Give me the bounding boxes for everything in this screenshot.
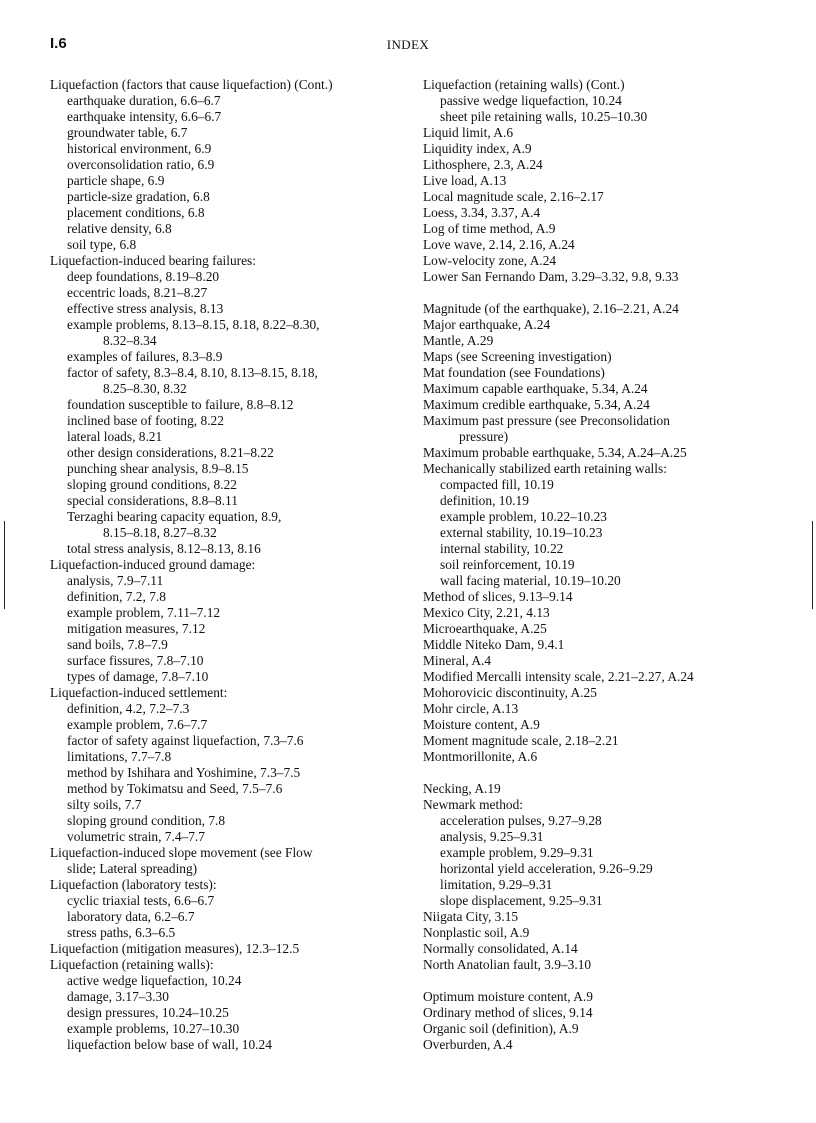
index-subentry: particle shape, 6.9 xyxy=(67,173,165,188)
index-subentry: foundation susceptible to failure, 8.8–8.12 xyxy=(67,397,294,412)
index-entry: Maps (see Screening investigation) xyxy=(423,349,612,364)
index-subentry: liquefaction below base of wall, 10.24 xyxy=(67,1037,272,1052)
index-subentry: eccentric loads, 8.21–8.27 xyxy=(67,285,208,300)
index-subentry: cyclic triaxial tests, 6.6–6.7 xyxy=(67,893,215,908)
index-entry: Mantle, A.29 xyxy=(423,333,494,348)
index-subentry: method by Ishihara and Yoshimine, 7.3–7.5 xyxy=(67,765,301,780)
index-entry: Middle Niteko Dam, 9.4.1 xyxy=(423,637,565,652)
index-entry: Moisture content, A.9 xyxy=(423,717,540,732)
index-entry: Moment magnitude scale, 2.18–2.21 xyxy=(423,733,619,748)
index-subentry: inclined base of footing, 8.22 xyxy=(67,413,224,428)
index-entry: Liquefaction (retaining walls) (Cont.) xyxy=(423,77,625,92)
index-subentry: factor of safety against liquefaction, 7.3–7.6 xyxy=(67,733,304,748)
index-entry: Liquefaction-induced settlement: xyxy=(50,685,228,700)
index-subentry: design pressures, 10.24–10.25 xyxy=(67,1005,229,1020)
index-subentry: lateral loads, 8.21 xyxy=(67,429,163,444)
index-section-gap xyxy=(423,765,803,781)
index-entry: Ordinary method of slices, 9.14 xyxy=(423,1005,593,1020)
index-subentry: earthquake duration, 6.6–6.7 xyxy=(67,93,221,108)
index-entry: Liquefaction-induced ground damage: xyxy=(50,557,256,572)
index-entry: Low-velocity zone, A.24 xyxy=(423,253,557,268)
index-subentry: analysis, 7.9–7.11 xyxy=(67,573,164,588)
index-subentry: wall facing material, 10.19–10.20 xyxy=(440,573,621,588)
index-subentry: external stability, 10.19–10.23 xyxy=(440,525,603,540)
index-subentry: example problem, 10.22–10.23 xyxy=(440,509,607,524)
index-subentry: sheet pile retaining walls, 10.25–10.30 xyxy=(440,109,648,124)
index-entry: Necking, A.19 xyxy=(423,781,501,796)
index-subentry: internal stability, 10.22 xyxy=(440,541,564,556)
index-subentry: punching shear analysis, 8.9–8.15 xyxy=(67,461,249,476)
index-subentry: soil reinforcement, 10.19 xyxy=(440,557,575,572)
index-subentry: Terzaghi bearing capacity equation, 8.9, xyxy=(67,509,282,524)
index-entry: Love wave, 2.14, 2.16, A.24 xyxy=(423,237,575,252)
index-entry: Maximum credible earthquake, 5.34, A.24 xyxy=(423,397,650,412)
index-entry: Optimum moisture content, A.9 xyxy=(423,989,593,1004)
index-subentry: definition, 10.19 xyxy=(440,493,529,508)
index-entry: Liquefaction-induced bearing failures: xyxy=(50,253,256,268)
index-subentry: types of damage, 7.8–7.10 xyxy=(67,669,209,684)
index-entry: Montmorillonite, A.6 xyxy=(423,749,538,764)
index-section-gap xyxy=(423,285,803,301)
index-subentry: method by Tokimatsu and Seed, 7.5–7.6 xyxy=(67,781,283,796)
index-subentry: particle-size gradation, 6.8 xyxy=(67,189,210,204)
page-number: I.6 xyxy=(50,35,67,52)
index-subentry: horizontal yield acceleration, 9.26–9.29 xyxy=(440,861,653,876)
index-subentry: damage, 3.17–3.30 xyxy=(67,989,169,1004)
index-entry: Microearthquake, A.25 xyxy=(423,621,547,636)
index-subentry: 8.25–8.30, 8.32 xyxy=(103,381,187,396)
index-subentry: silty soils, 7.7 xyxy=(67,797,142,812)
index-section-gap xyxy=(423,973,803,989)
index-entry: Newmark method: xyxy=(423,797,524,812)
index-entry: Mineral, A.4 xyxy=(423,653,492,668)
index-subentry: example problem, 7.6–7.7 xyxy=(67,717,208,732)
index-subentry: other design considerations, 8.21–8.22 xyxy=(67,445,274,460)
index-entry: Mohorovicic discontinuity, A.25 xyxy=(423,685,597,700)
index-entry: Liquefaction (laboratory tests): xyxy=(50,877,217,892)
index-subentry: earthquake intensity, 6.6–6.7 xyxy=(67,109,222,124)
index-subentry: sloping ground condition, 7.8 xyxy=(67,813,226,828)
index-subentry: historical environment, 6.9 xyxy=(67,141,212,156)
index-entry: Mechanically stabilized earth retaining walls: xyxy=(423,461,667,476)
index-subentry: laboratory data, 6.2–6.7 xyxy=(67,909,195,924)
index-entry: Liquefaction (mitigation measures), 12.3–12.5 xyxy=(50,941,300,956)
index-entry: Log of time method, A.9 xyxy=(423,221,556,236)
scan-edge-line-right xyxy=(812,521,813,609)
index-subentry: acceleration pulses, 9.27–9.28 xyxy=(440,813,602,828)
index-entry: Overburden, A.4 xyxy=(423,1037,513,1052)
index-subentry: limitations, 7.7–7.8 xyxy=(67,749,172,764)
index-subentry: definition, 4.2, 7.2–7.3 xyxy=(67,701,190,716)
index-entry: Lithosphere, 2.3, A.24 xyxy=(423,157,543,172)
index-column-right xyxy=(423,77,803,1053)
index-subentry: factor of safety, 8.3–8.4, 8.10, 8.13–8.15, 8.18, xyxy=(67,365,318,380)
index-subentry: deep foundations, 8.19–8.20 xyxy=(67,269,220,284)
index-entry: Magnitude (of the earthquake), 2.16–2.21, A.24 xyxy=(423,301,679,316)
index-subentry: example problem, 9.29–9.31 xyxy=(440,845,594,860)
scan-edge-line-left xyxy=(4,521,5,609)
index-entry: Mexico City, 2.21, 4.13 xyxy=(423,605,550,620)
index-entry: Major earthquake, A.24 xyxy=(423,317,551,332)
index-subentry: limitation, 9.29–9.31 xyxy=(440,877,553,892)
index-entry: Liquefaction (factors that cause liquefaction) (Cont.) xyxy=(50,77,333,92)
index-subentry: placement conditions, 6.8 xyxy=(67,205,205,220)
index-subentry: definition, 7.2, 7.8 xyxy=(67,589,166,604)
index-entry: Liquefaction-induced slope movement (see Flow xyxy=(50,845,313,860)
index-entry: Mat foundation (see Foundations) xyxy=(423,365,605,380)
index-subentry: 8.15–8.18, 8.27–8.32 xyxy=(103,525,217,540)
index-subentry: groundwater table, 6.7 xyxy=(67,125,188,140)
index-subentry: volumetric strain, 7.4–7.7 xyxy=(67,829,205,844)
index-subentry: total stress analysis, 8.12–8.13, 8.16 xyxy=(67,541,261,556)
index-subentry: slide; Lateral spreading) xyxy=(67,861,198,876)
running-head: INDEX xyxy=(386,37,430,52)
index-entry: Loess, 3.34, 3.37, A.4 xyxy=(423,205,541,220)
index-entry: Organic soil (definition), A.9 xyxy=(423,1021,579,1036)
index-subentry: effective stress analysis, 8.13 xyxy=(67,301,224,316)
index-entry: Liquidity index, A.9 xyxy=(423,141,532,156)
index-subentry: example problem, 7.11–7.12 xyxy=(67,605,221,620)
index-subentry: slope displacement, 9.25–9.31 xyxy=(440,893,603,908)
index-entry: Maximum capable earthquake, 5.34, A.24 xyxy=(423,381,648,396)
index-column-left xyxy=(50,77,420,1053)
index-entry: Local magnitude scale, 2.16–2.17 xyxy=(423,189,604,204)
index-entry: Lower San Fernando Dam, 3.29–3.32, 9.8, 9.33 xyxy=(423,269,679,284)
index-subentry: examples of failures, 8.3–8.9 xyxy=(67,349,223,364)
index-subentry: special considerations, 8.8–8.11 xyxy=(67,493,238,508)
index-entry: Liquefaction (retaining walls): xyxy=(50,957,214,972)
index-entry: Niigata City, 3.15 xyxy=(423,909,519,924)
index-entry: Maximum probable earthquake, 5.34, A.24–A.25 xyxy=(423,445,687,460)
index-entry: Normally consolidated, A.14 xyxy=(423,941,578,956)
index-subentry: sloping ground conditions, 8.22 xyxy=(67,477,237,492)
index-subentry: soil type, 6.8 xyxy=(67,237,137,252)
index-entry: Modified Mercalli intensity scale, 2.21–2.27, A.24 xyxy=(423,669,694,684)
index-subentry: compacted fill, 10.19 xyxy=(440,477,554,492)
index-subentry: pressure) xyxy=(459,429,509,444)
index-subentry: example problems, 8.13–8.15, 8.18, 8.22–8.30, xyxy=(67,317,320,332)
index-subentry: analysis, 9.25–9.31 xyxy=(440,829,544,844)
index-subentry: mitigation measures, 7.12 xyxy=(67,621,206,636)
index-entry: Live load, A.13 xyxy=(423,173,507,188)
index-subentry: stress paths, 6.3–6.5 xyxy=(67,925,176,940)
index-entry: Maximum past pressure (see Preconsolidation xyxy=(423,413,670,428)
index-entry: Nonplastic soil, A.9 xyxy=(423,925,530,940)
index-entry: Liquid limit, A.6 xyxy=(423,125,514,140)
index-subentry: surface fissures, 7.8–7.10 xyxy=(67,653,204,668)
index-subentry: overconsolidation ratio, 6.9 xyxy=(67,157,215,172)
index-subentry: relative density, 6.8 xyxy=(67,221,172,236)
index-entry: Mohr circle, A.13 xyxy=(423,701,519,716)
index-subentry: active wedge liquefaction, 10.24 xyxy=(67,973,242,988)
index-subentry: example problems, 10.27–10.30 xyxy=(67,1021,240,1036)
index-entry: North Anatolian fault, 3.9–3.10 xyxy=(423,957,592,972)
index-subentry: passive wedge liquefaction, 10.24 xyxy=(440,93,622,108)
index-subentry: sand boils, 7.8–7.9 xyxy=(67,637,168,652)
index-entry: Method of slices, 9.13–9.14 xyxy=(423,589,573,604)
index-subentry: 8.32–8.34 xyxy=(103,333,157,348)
